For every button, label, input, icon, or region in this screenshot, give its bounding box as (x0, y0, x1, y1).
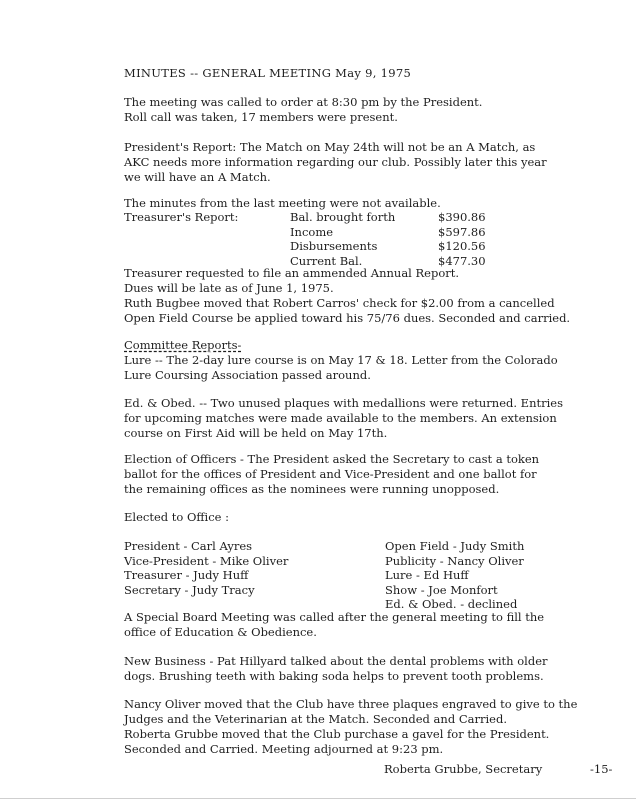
treasurer-amount: $597.86 (438, 224, 486, 239)
officers-right-column (385, 539, 524, 612)
presidents-report-paragraph (124, 140, 624, 185)
text-line: the remaining offices as the nominees were running unopposed. (124, 482, 500, 496)
officer-entry: Ed. & Obed. - declined (385, 597, 518, 611)
secretary-signature: Roberta Grubbe, Secretary (384, 762, 543, 776)
treasurer-item: Income (290, 224, 334, 239)
text-line: Seconded and Carried. Meeting adjourned at 9:23 pm. (124, 742, 444, 756)
text-line: office of Education & Obedience. (124, 625, 317, 639)
ed-obed-paragraph (124, 396, 624, 441)
text-line: Roll call was taken, 17 members were present. (124, 110, 398, 124)
text-line: for upcoming matches were made available to the members. An extension (124, 411, 557, 425)
officer-entry: President - Carl Ayres (124, 539, 253, 553)
elected-heading (124, 510, 624, 525)
treasurer-amount: $120.56 (438, 239, 486, 253)
text-line: A Special Board Meeting was called after the general meeting to fill the (124, 610, 545, 624)
document-title: MINUTES -- GENERAL MEETING May 9, 1975 (124, 66, 412, 80)
text-line: Ruth Bugbee moved that Robert Carros' check for $2.00 from a cancelled (124, 296, 555, 310)
text-line: Nancy Oliver moved that the Club have three plaques engraved to give to the (124, 697, 578, 711)
closing-paragraph (124, 697, 624, 757)
text-line: Lure -- The 2-day lure course is on May 17 & 18. Letter from the Colorado (124, 353, 558, 367)
text-line: course on First Aid will be held on May 17th. (124, 426, 388, 440)
text-line: Roberta Grubbe moved that the Club purchase a gavel for the President. (124, 727, 550, 741)
text-line: AKC needs more information regarding our club. Possibly later this year (124, 155, 547, 169)
text-line: ballot for the offices of President and Vice-President and one ballot for (124, 467, 537, 481)
officer-entry: Vice-President - Mike Oliver (124, 553, 289, 568)
treasurer-amounts (438, 210, 486, 268)
officer-entry: Open Field - Judy Smith (385, 539, 525, 553)
text-line: President's Report: The Match on May 24th will not be an A Match, as (124, 140, 536, 154)
treasurer-amount: $477.30 (438, 253, 486, 268)
text-line: The meeting was called to order at 8:30 pm by the President. (124, 95, 483, 109)
treasurer-items (290, 210, 395, 268)
text-line: we will have an A Match. (124, 170, 271, 184)
election-paragraph (124, 452, 624, 497)
officers-left-column (124, 539, 288, 597)
text-line: New Business - Pat Hillyard talked about the dental problems with older (124, 654, 548, 668)
minutes-note (124, 196, 624, 211)
committee-reports-section (124, 338, 624, 383)
text-line: Judges and the Veterinarian at the Match. Seconded and Carried. (124, 712, 507, 726)
intro-paragraph (124, 95, 624, 125)
treasurer-item: Disbursements (290, 239, 378, 253)
officer-entry: Show - Joe Monfort (385, 582, 498, 597)
text-line: Ed. & Obed. -- Two unused plaques with medallions were returned. Entries (124, 396, 563, 410)
special-board-paragraph (124, 610, 624, 640)
text-line: dogs. Brushing teeth with baking soda helps to prevent tooth problems. (124, 669, 544, 683)
treasurer-item: Current Bal. (290, 253, 363, 268)
committee-reports-heading: Committee Reports- (124, 338, 242, 352)
treasurer-amount: $390.86 (438, 210, 486, 224)
officer-entry: Publicity - Nancy Oliver (385, 553, 524, 568)
text-line: Lure Coursing Association passed around. (124, 368, 371, 382)
officer-entry: Treasurer - Judy Huff (124, 568, 249, 582)
text-line: Dues will be late as of June 1, 1975. (124, 281, 334, 295)
text-line: Election of Officers - The President asked the Secretary to cast a token (124, 452, 540, 466)
treasurer-followup-paragraph (124, 266, 624, 326)
officer-entry: Secretary - Judy Tracy (124, 582, 255, 597)
text-line: Open Field Course be applied toward his 75/76 dues. Seconded and carried. (124, 311, 571, 325)
text-line: The minutes from the last meeting were not available. (124, 196, 441, 210)
new-business-paragraph (124, 654, 624, 684)
text-line: Elected to Office : (124, 510, 230, 524)
treasurer-item: Bal. brought forth (290, 210, 396, 224)
page-edge-divider (0, 798, 636, 799)
treasurer-report-label: Treasurer's Report: (124, 210, 239, 224)
page-number: -15- (590, 762, 613, 776)
officer-entry: Lure - Ed Huff (385, 568, 469, 582)
text-line: Treasurer requested to file an ammended Annual Report. (124, 266, 460, 280)
